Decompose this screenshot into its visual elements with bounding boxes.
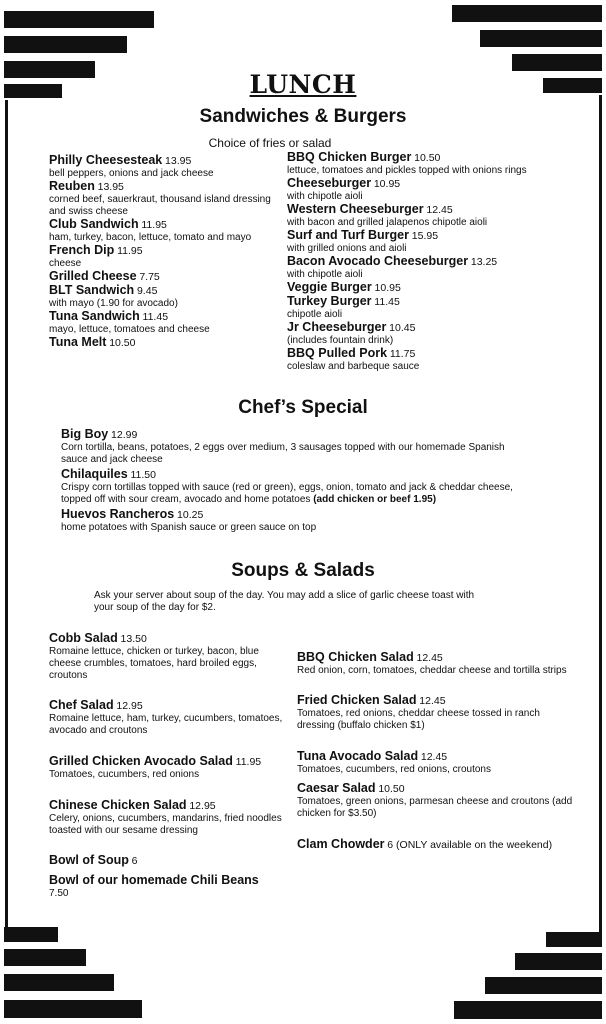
item-description: with grilled onions and aioli [287, 243, 407, 254]
item-name: Bowl of Soup [49, 853, 129, 867]
item-name: Tuna Avocado Salad [297, 749, 419, 763]
item-description: Tomatoes, cucumbers, red onions, croutons [297, 764, 491, 775]
item-price: 7.75 [139, 271, 160, 283]
item-name: French Dip [49, 243, 115, 257]
item-name: Big Boy [61, 427, 109, 441]
item-price: 13.50 [120, 633, 147, 645]
item-name: Chef Salad [49, 698, 114, 712]
decor-bar [512, 54, 602, 71]
menu-item [49, 284, 289, 310]
item-price: 11.95 [141, 219, 167, 231]
section-heading-chefs-special: Chef’s Special [238, 397, 368, 418]
item-price: 9.45 [136, 285, 158, 297]
menu-item [49, 799, 289, 837]
item-description: with mayo (1.90 for avocado) [49, 298, 178, 309]
menu-item [49, 854, 289, 868]
item-price: 10.95 [374, 282, 401, 294]
soup-note: Ask your server about soup of the day. You may add a slice of garlic cheese toast with your soup of the day for $2. [94, 590, 475, 613]
item-price: 12.45 [426, 204, 453, 216]
item-description: Crispy corn tortillas topped with sauce (red or green), eggs, onion, tomato and jack & cheddar cheese, topped off with sour cream, avocado and home potatoes [61, 482, 513, 505]
menu-item [49, 699, 289, 737]
item-name: BBQ Chicken Salad [297, 650, 414, 664]
salad-list-left [49, 632, 289, 900]
menu-item [49, 180, 289, 218]
decor-bar [452, 5, 602, 22]
item-description: cheese [49, 258, 82, 269]
menu-item [297, 838, 577, 852]
item-name: Veggie Burger [287, 280, 372, 294]
item-price: 6 [131, 855, 138, 867]
item-name: Huevos Rancheros [61, 507, 175, 521]
item-description: bell peppers, onions and jack cheese [49, 168, 214, 179]
decor-bar [4, 927, 58, 942]
item-price: 15.95 [411, 230, 439, 242]
border-line-left [5, 100, 8, 928]
item-name: Western Cheeseburger [287, 202, 424, 216]
item-price: 10.50 [414, 152, 441, 164]
menu-item [287, 151, 587, 177]
decor-bar [4, 1000, 142, 1018]
item-price: 10.45 [389, 322, 416, 334]
decor-bar [454, 1001, 602, 1019]
item-price: 11.50 [130, 469, 156, 481]
sandwich-list-left [49, 154, 289, 350]
menu-item [49, 632, 289, 682]
item-description: with bacon and grilled jalapenos chipotle aioli [287, 217, 488, 228]
item-addon: (add chicken or beef 1.95) [313, 494, 437, 505]
item-price: 12.99 [111, 429, 138, 441]
item-name: Cobb Salad [49, 631, 118, 645]
section-heading-soups-salads: Soups & Salads [231, 560, 375, 581]
item-price: 11.95 [235, 756, 262, 768]
item-name: Turkey Burger [287, 294, 372, 308]
menu-item [61, 508, 531, 534]
decor-bar [4, 11, 154, 28]
item-name: Tuna Melt [49, 335, 107, 349]
item-name: Surf and Turf Burger [287, 228, 409, 242]
item-name: Philly Cheesesteak [49, 153, 163, 167]
item-price: 11.45 [142, 311, 169, 323]
item-name: Reuben [49, 179, 95, 193]
item-name: Jr Cheeseburger [287, 320, 387, 334]
item-description: coleslaw and barbeque sauce [287, 361, 420, 372]
menu-item [61, 428, 531, 466]
menu-item [49, 310, 289, 336]
menu-item [49, 154, 289, 180]
item-price: 12.45 [416, 652, 443, 664]
item-name: Club Sandwich [49, 217, 139, 231]
item-description: 7.50 [49, 888, 69, 899]
menu-item [287, 229, 587, 255]
decor-bar [480, 30, 602, 47]
item-price: 12.95 [189, 800, 216, 812]
item-price: 12.45 [419, 695, 446, 707]
item-name: Tuna Sandwich [49, 309, 140, 323]
item-price: 13.95 [97, 181, 124, 193]
item-description: Romaine lettuce, chicken or turkey, bacon, blue cheese crumbles, tomatoes, hard broiled eggs, croutons [49, 646, 259, 681]
item-description: corned beef, sauerkraut, thousand island dressing and swiss cheese [49, 194, 271, 217]
item-description: Corn tortilla, beans, potatoes, 2 eggs over medium, 3 sausages topped with our homemade Spanish sauce and jack cheese [61, 442, 505, 465]
item-price: 13.95 [165, 155, 192, 167]
menu-item [49, 755, 289, 781]
decor-bar [4, 974, 114, 991]
menu-item [287, 177, 587, 203]
item-name: BBQ Chicken Burger [287, 150, 412, 164]
menu-item [49, 218, 289, 244]
menu-item [297, 694, 577, 732]
item-description: (includes fountain drink) [287, 335, 394, 346]
item-price: 6 (ONLY available on the weekend) [387, 839, 553, 851]
decor-bar [515, 953, 602, 970]
decor-bar [485, 977, 602, 994]
page-title: LUNCH [249, 70, 357, 99]
menu-item [49, 244, 289, 270]
item-price: 10.25 [177, 509, 204, 521]
item-description: Tomatoes, red onions, cheddar cheese tossed in ranch dressing (buffalo chicken $1) [297, 708, 540, 731]
item-name: BLT Sandwich [49, 283, 135, 297]
menu-item [49, 270, 289, 284]
item-price: 12.45 [420, 751, 448, 763]
menu-item [287, 347, 587, 373]
item-name: Chilaquiles [61, 467, 128, 481]
item-name: Bacon Avocado Cheeseburger [287, 254, 469, 268]
item-name: Grilled Chicken Avocado Salad [49, 754, 233, 768]
item-description: chipotle aioli [287, 309, 343, 320]
menu-item [287, 321, 587, 347]
item-description: Celery, onions, cucumbers, mandarins, fried noodles toasted with our sesame dressing [49, 813, 282, 836]
item-name: Cheeseburger [287, 176, 372, 190]
item-description: Tomatoes, cucumbers, red onions [49, 769, 200, 780]
item-description: home potatoes with Spanish sauce or green sauce on top [61, 522, 317, 533]
item-name: BBQ Pulled Pork [287, 346, 388, 360]
burger-list-right [287, 151, 587, 373]
section-subheading: Choice of fries or salad [208, 136, 332, 150]
decor-bar [546, 932, 602, 947]
item-price: 10.50 [109, 337, 136, 349]
item-price: 11.45 [374, 296, 400, 308]
menu-item [287, 281, 587, 295]
menu-item [287, 295, 587, 321]
menu-item [297, 750, 577, 776]
item-description: Tomatoes, green onions, parmesan cheese and croutons (add chicken for $3.50) [297, 796, 573, 819]
item-name: Clam Chowder [297, 837, 385, 851]
decor-bar [4, 36, 127, 53]
item-name: Grilled Cheese [49, 269, 137, 283]
item-description: with chipotle aioli [287, 269, 363, 280]
decor-bar [4, 949, 86, 966]
section-heading-sandwiches: Sandwiches & Burgers [199, 106, 407, 127]
item-price: 10.50 [378, 783, 405, 795]
menu-item [297, 651, 577, 677]
item-price: 10.95 [373, 178, 401, 190]
item-description: lettuce, tomatoes and pickles topped with onions rings [287, 165, 527, 176]
menu-item [61, 468, 531, 506]
salad-list-right [297, 651, 577, 852]
item-description: with chipotle aioli [287, 191, 363, 202]
item-name: Fried Chicken Salad [297, 693, 417, 707]
item-price: 13.25 [470, 256, 498, 268]
menu-item [49, 336, 289, 350]
item-name: Bowl of our homemade Chili Beans [49, 873, 259, 887]
item-name: Chinese Chicken Salad [49, 798, 187, 812]
item-price: 12.95 [116, 700, 143, 712]
item-description: mayo, lettuce, tomatoes and cheese [49, 324, 210, 335]
item-name: Caesar Salad [297, 781, 376, 795]
menu-item [297, 782, 577, 820]
menu-item [287, 203, 587, 229]
menu-item [287, 255, 587, 281]
menu-item [49, 874, 289, 900]
item-description: Romaine lettuce, ham, turkey, cucumbers, tomatoes, avocado and croutons [49, 713, 283, 736]
chefs-special-list [61, 428, 531, 534]
border-line-right [599, 95, 602, 933]
item-description: Red onion, corn, tomatoes, cheddar cheese and tortilla strips [297, 665, 567, 676]
item-price: 11.75 [389, 348, 416, 360]
item-price: 11.95 [117, 245, 143, 257]
item-description: ham, turkey, bacon, lettuce, tomato and mayo [49, 232, 252, 243]
